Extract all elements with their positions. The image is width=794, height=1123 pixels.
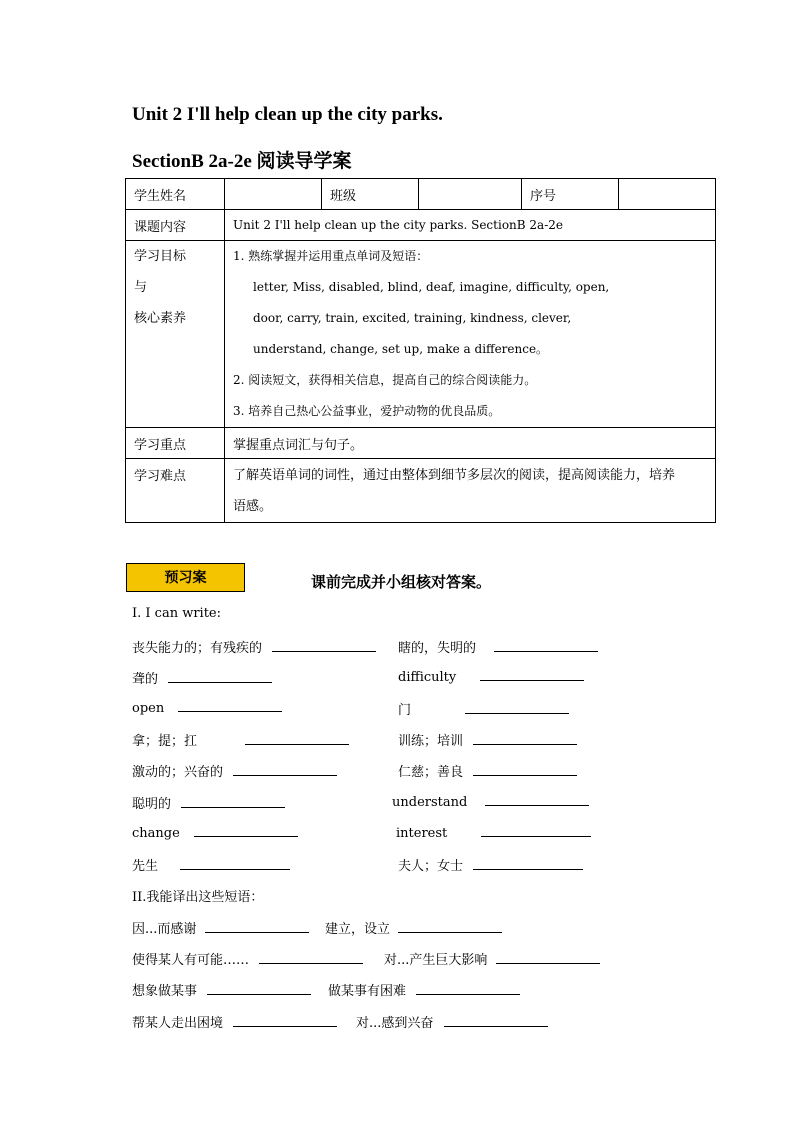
- goal-item: 1. 熟练掌握并运用重点单词及短语：: [233, 249, 429, 263]
- write-item: 拿；提；扛: [132, 730, 349, 749]
- key-points-value: 掌握重点词汇与句子。: [225, 428, 716, 459]
- answer-blank[interactable]: [233, 1014, 337, 1027]
- phrase-item: 对...产生巨大影响: [384, 949, 600, 968]
- section2-heading: II.我能译出这些短语：: [132, 890, 264, 905]
- difficulty-line: 了解英语单词的词性，通过由整体到细节多层次的阅读，提高阅读能力，培养: [233, 468, 676, 483]
- table-row: [126, 459, 716, 523]
- section1-heading: I. I can write:: [132, 606, 222, 621]
- answer-blank[interactable]: [245, 732, 349, 745]
- goal-words: door, carry, train, excited, training, kindness, clever,: [253, 311, 572, 325]
- write-item: 聪明的: [132, 793, 285, 812]
- topic-value: Unit 2 I'll help clean up the city parks. SectionB 2a-2e: [225, 210, 716, 241]
- answer-blank[interactable]: [398, 920, 502, 933]
- write-item: 夫人；女士: [398, 855, 583, 874]
- goals-label-line: 学习目标: [134, 249, 187, 264]
- student-name-label: 学生姓名: [126, 179, 225, 210]
- section-title: SectionB 2a-2e 阅读导学案: [132, 151, 352, 172]
- write-item: 瞎的，失明的: [398, 637, 598, 656]
- phrase-item: 做某事有困难: [328, 980, 520, 999]
- key-points-label: 学习重点: [126, 428, 225, 459]
- table-row: [126, 210, 716, 241]
- answer-blank[interactable]: [494, 639, 598, 652]
- goal-words: letter, Miss, disabled, blind, deaf, imagine, difficulty, open,: [253, 280, 610, 294]
- goal-words: understand, change, set up, make a difference。: [253, 342, 549, 356]
- write-item: open: [132, 699, 282, 716]
- write-item: 仁慈；善良: [398, 761, 577, 780]
- phrase-item: 因...而感谢: [132, 918, 309, 937]
- topic-label: 课题内容: [126, 210, 225, 241]
- difficulty-line: 语感。: [233, 499, 273, 514]
- write-item: 门: [398, 699, 569, 718]
- student-name-field[interactable]: [225, 179, 322, 210]
- write-item: difficulty: [398, 668, 584, 685]
- answer-blank[interactable]: [416, 982, 520, 995]
- write-item: 聋的: [132, 668, 272, 687]
- preview-badge: 预习案: [126, 563, 245, 592]
- info-table: [125, 178, 716, 523]
- write-item: 激动的；兴奋的: [132, 761, 337, 780]
- goal-item: 2. 阅读短文，获得相关信息，提高自己的综合阅读能力。: [233, 373, 537, 387]
- answer-blank[interactable]: [481, 824, 591, 837]
- goals-label: [126, 241, 225, 428]
- phrase-item: 建立，设立: [325, 918, 502, 937]
- answer-blank[interactable]: [496, 951, 600, 964]
- difficulty-label: 学习难点: [126, 459, 225, 523]
- answer-blank[interactable]: [473, 732, 577, 745]
- class-field[interactable]: [419, 179, 522, 210]
- answer-blank[interactable]: [473, 857, 583, 870]
- answer-blank[interactable]: [180, 857, 290, 870]
- phrase-item: 帮某人走出困境: [132, 1012, 337, 1031]
- goal-item: 3. 培养自己热心公益事业，爱护动物的优良品质。: [233, 404, 501, 418]
- difficulty-value: [225, 459, 716, 523]
- answer-blank[interactable]: [168, 670, 272, 683]
- seat-label: 序号: [522, 179, 619, 210]
- goals-label-line: 与: [134, 280, 148, 295]
- answer-blank[interactable]: [480, 668, 584, 681]
- goals-label-line: 核心素养: [134, 311, 187, 326]
- answer-blank[interactable]: [259, 951, 363, 964]
- write-item: understand: [392, 793, 589, 810]
- write-item: 先生: [132, 855, 290, 874]
- write-item: 丧失能力的；有残疾的: [132, 637, 376, 656]
- answer-blank[interactable]: [233, 763, 337, 776]
- write-item: 训练；培训: [398, 730, 577, 749]
- phrase-item: 对...感到兴奋: [356, 1012, 548, 1031]
- class-label: 班级: [322, 179, 419, 210]
- write-item: change: [132, 824, 298, 841]
- seat-field[interactable]: [619, 179, 716, 210]
- answer-blank[interactable]: [205, 920, 309, 933]
- answer-blank[interactable]: [444, 1014, 548, 1027]
- goals-body: [225, 241, 716, 428]
- answer-blank[interactable]: [473, 763, 577, 776]
- unit-title: Unit 2 I'll help clean up the city parks.: [132, 104, 443, 125]
- answer-blank[interactable]: [485, 793, 589, 806]
- table-row: [126, 179, 716, 210]
- answer-blank[interactable]: [194, 824, 298, 837]
- table-row: [126, 428, 716, 459]
- table-row: [126, 241, 716, 428]
- answer-blank[interactable]: [181, 795, 285, 808]
- answer-blank[interactable]: [178, 699, 282, 712]
- write-item: interest: [396, 824, 591, 841]
- answer-blank[interactable]: [207, 982, 311, 995]
- answer-blank[interactable]: [465, 701, 569, 714]
- preview-note: 课前完成并小组核对答案。: [311, 573, 492, 591]
- phrase-item: 使得某人有可能……: [132, 949, 363, 968]
- answer-blank[interactable]: [272, 639, 376, 652]
- phrase-item: 想象做某事: [132, 980, 311, 999]
